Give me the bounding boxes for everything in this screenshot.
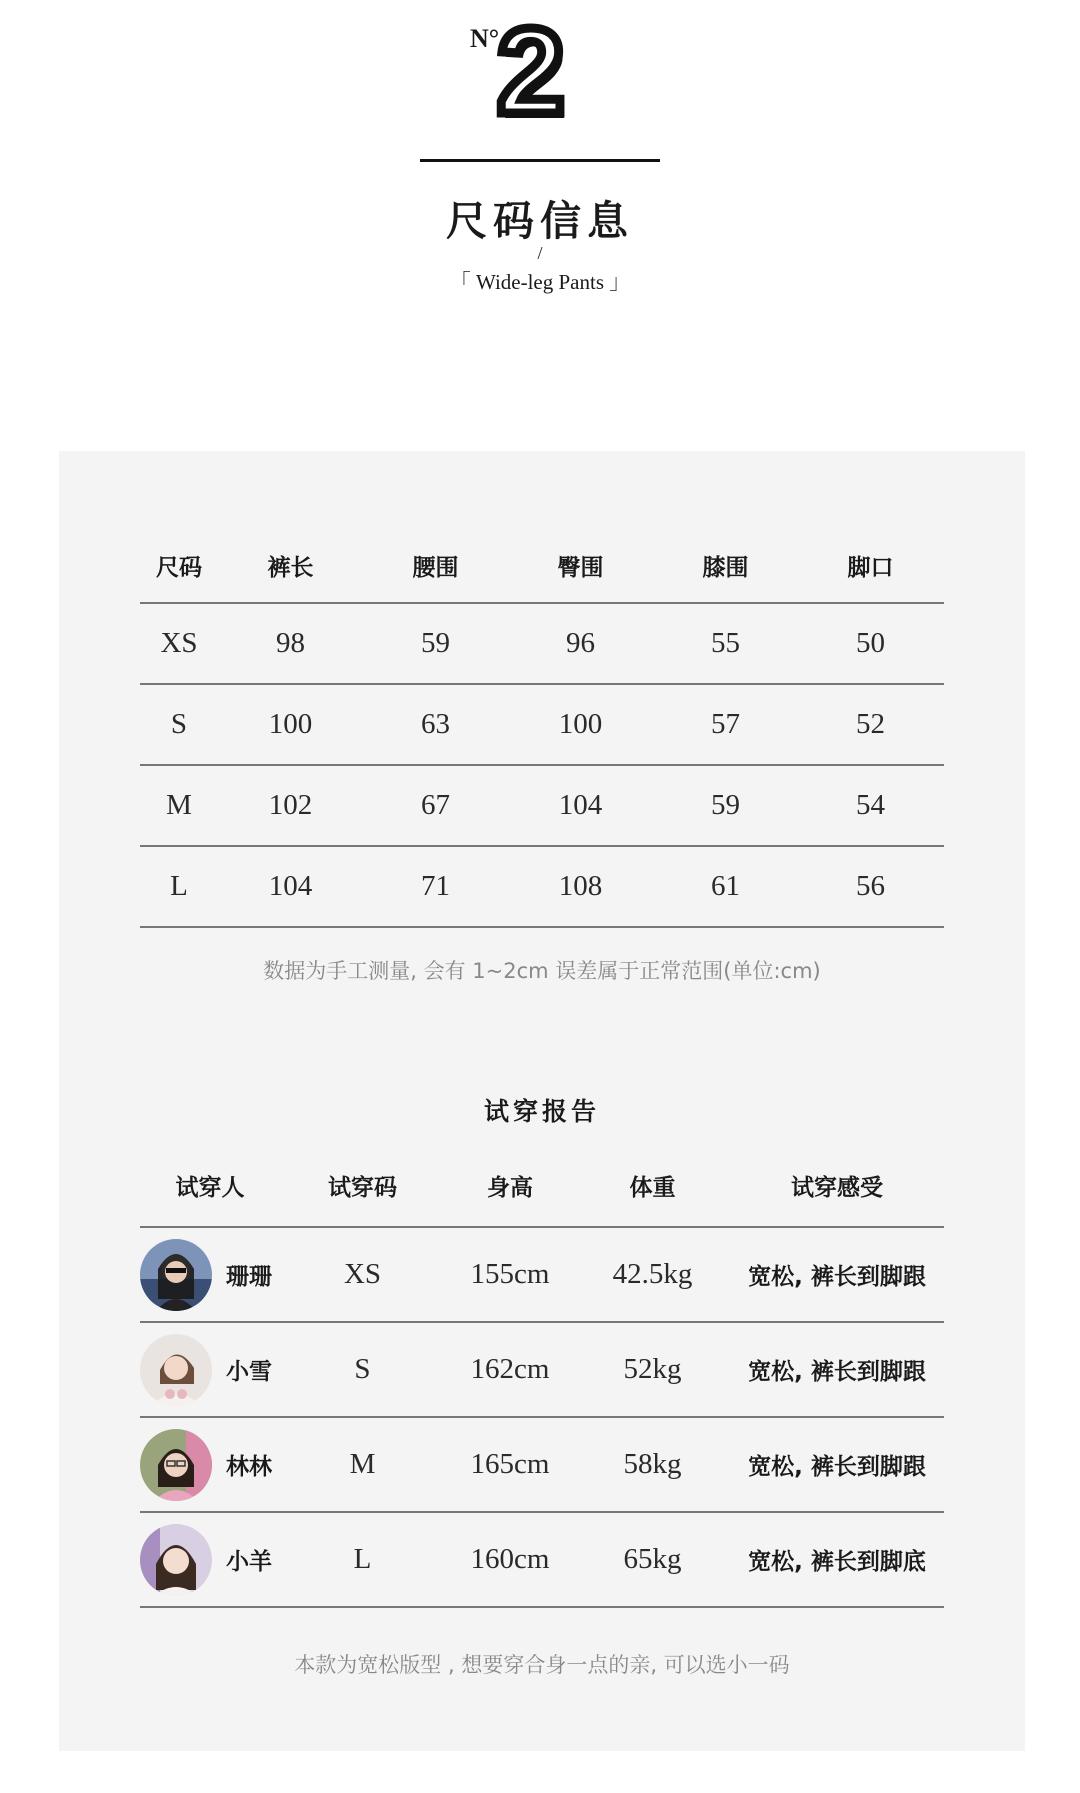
cell-waist: 71 [421, 870, 450, 902]
cell-height: 155cm [470, 1258, 550, 1290]
size-table-header [140, 529, 944, 604]
tester-name: 林林 [226, 1454, 272, 1480]
cell-weight: 58kg [623, 1448, 682, 1480]
fit-table-header [140, 1145, 944, 1228]
cell-hem: 56 [856, 870, 885, 902]
table-row [140, 847, 944, 928]
cell-hip: 96 [566, 627, 595, 659]
cell-height: 160cm [470, 1543, 550, 1575]
avatar-photo-icon [140, 1239, 212, 1311]
cell-height: 165cm [470, 1448, 550, 1480]
cell-length: 100 [268, 708, 313, 740]
size-table [140, 529, 944, 928]
cell-length: 102 [268, 789, 313, 821]
page-title: 尺码信息 [446, 197, 634, 245]
header-cell-height: 身高 [487, 1175, 533, 1201]
fit-report-table [140, 1145, 944, 1608]
table-row [140, 1323, 944, 1418]
cell-feel: 宽松, 裤长到脚跟 [748, 1264, 926, 1290]
tester [140, 1524, 280, 1596]
header-cell-size: 尺码 [156, 555, 202, 581]
table-row [140, 766, 944, 847]
fit-advice-note: 本款为宽松版型 , 想要穿合身一点的亲, 可以选小一码 [294, 1653, 790, 1677]
header-cell-tester: 试穿人 [175, 1175, 245, 1201]
section-number: 2 [497, 3, 565, 139]
cell-hem: 54 [856, 789, 885, 821]
cell-weight: 65kg [623, 1543, 682, 1575]
cell-feel: 宽松, 裤长到脚跟 [748, 1359, 926, 1385]
tester [140, 1429, 280, 1501]
tester-name: 珊珊 [226, 1264, 272, 1290]
avatar-photo-icon [140, 1429, 212, 1501]
cell-height: 162cm [470, 1353, 550, 1385]
cell-hip: 104 [558, 789, 603, 821]
cell-hem: 50 [856, 627, 885, 659]
cell-weight: 42.5kg [612, 1258, 693, 1290]
cell-weight: 52kg [623, 1353, 682, 1385]
cell-hip: 108 [558, 870, 603, 902]
cell-fit-size: S [354, 1353, 371, 1385]
tester-name: 小雪 [226, 1359, 272, 1385]
page-subtitle: 「 Wide-leg Pants 」 [449, 270, 631, 294]
table-row [140, 685, 944, 766]
header-cell-hem: 脚口 [847, 555, 894, 581]
tester [140, 1334, 280, 1406]
tester-name: 小羊 [226, 1549, 272, 1575]
header-cell-length: 裤长 [267, 555, 314, 581]
measurement-note: 数据为手工测量, 会有 1~2cm 误差属于正常范围(单位:cm) [263, 959, 821, 983]
cell-fit-size: L [353, 1543, 372, 1575]
cell-knee: 59 [711, 789, 740, 821]
cell-size: S [170, 708, 188, 740]
cell-length: 104 [268, 870, 313, 902]
tester [140, 1239, 280, 1311]
header-cell-waist: 腰围 [412, 555, 459, 581]
report-title: 试穿报告 [483, 1097, 600, 1126]
number-prefix: N° [470, 24, 500, 53]
cell-size: M [166, 789, 192, 821]
cell-length: 98 [276, 627, 305, 659]
header-cell-feel: 试穿感受 [791, 1175, 883, 1201]
cell-fit-size: XS [343, 1258, 382, 1290]
header-divider [420, 159, 660, 162]
header-cell-hip: 臀围 [557, 555, 604, 581]
cell-waist: 67 [421, 789, 450, 821]
cell-knee: 57 [711, 708, 740, 740]
title-separator: / [537, 243, 543, 263]
avatar-photo-icon [140, 1524, 212, 1596]
header-cell-fit-size: 试穿码 [328, 1175, 397, 1201]
cell-hem: 52 [856, 708, 885, 740]
header-cell-knee: 膝围 [702, 555, 749, 581]
table-row [140, 1228, 944, 1323]
cell-waist: 63 [421, 708, 450, 740]
cell-knee: 61 [711, 870, 740, 902]
header-cell-weight: 体重 [629, 1175, 676, 1201]
info-panel [59, 451, 1025, 1751]
cell-feel: 宽松, 裤长到脚跟 [748, 1454, 926, 1480]
avatar-photo-icon [140, 1334, 212, 1406]
cell-hip: 100 [558, 708, 603, 740]
cell-size: XS [160, 627, 198, 659]
cell-fit-size: M [349, 1448, 376, 1480]
table-row [140, 1418, 944, 1513]
cell-feel: 宽松, 裤长到脚底 [748, 1549, 926, 1575]
table-row [140, 604, 944, 685]
cell-knee: 55 [711, 627, 740, 659]
section-header [0, 0, 1080, 300]
cell-waist: 59 [421, 627, 450, 659]
table-row [140, 1513, 944, 1608]
cell-size: L [170, 870, 188, 902]
